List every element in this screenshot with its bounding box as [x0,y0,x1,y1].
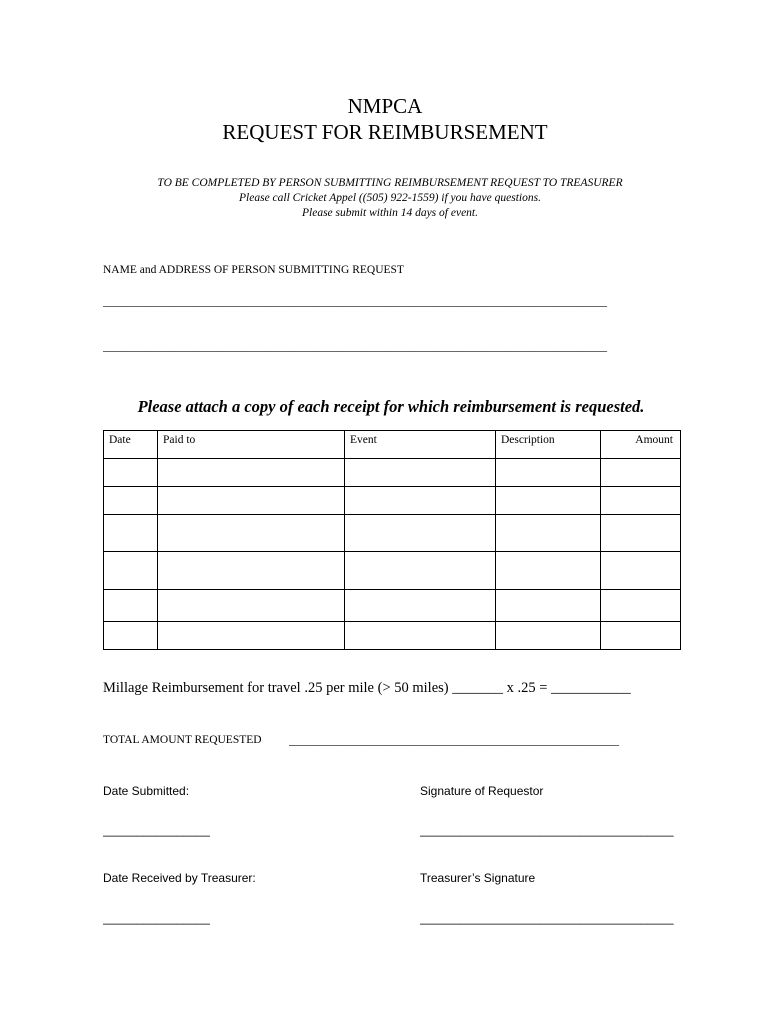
cell-event[interactable] [345,459,496,487]
total-amount-label: TOTAL AMOUNT REQUESTED [103,734,262,746]
table-row [104,487,681,515]
cell-paid-to[interactable] [158,622,345,650]
table-row [104,515,681,552]
cell-amount[interactable] [601,590,681,622]
date-submitted-field[interactable]: ________________ [103,823,210,837]
cell-description[interactable] [496,515,601,552]
cell-description[interactable] [496,487,601,515]
table-row [104,590,681,622]
cell-description[interactable] [496,459,601,487]
cell-amount[interactable] [601,459,681,487]
cell-event[interactable] [345,552,496,590]
table-row [104,459,681,487]
date-submitted-label: Date Submitted: [103,784,190,798]
cell-date[interactable] [104,590,158,622]
cell-date[interactable] [104,459,158,487]
millage-reimbursement-line[interactable]: Millage Reimbursement for travel .25 per mile (> 50 miles) _______ x .25 = ___________ [103,680,631,696]
treasurer-signature-field[interactable]: ______________________________________ [420,911,674,925]
instruction-line-1: TO BE COMPLETED BY PERSON SUBMITTING REIMBURSEMENT REQUEST TO TREASURER [157,177,623,189]
cell-date[interactable] [104,622,158,650]
cell-event[interactable] [345,515,496,552]
cell-event[interactable] [345,487,496,515]
table-header-row [104,431,681,459]
table-row [104,622,681,650]
date-received-label: Date Received by Treasurer: [103,871,256,885]
cell-date[interactable] [104,552,158,590]
cell-paid-to[interactable] [158,487,345,515]
cell-date[interactable] [104,515,158,552]
cell-description[interactable] [496,590,601,622]
cell-event[interactable] [345,590,496,622]
receipts-table [103,430,681,650]
cell-description[interactable] [496,622,601,650]
total-amount-field[interactable]: _______________________________________________________ [289,733,619,747]
column-header-date: Date [104,431,158,459]
name-address-field-1[interactable]: ____________________________________________________________________________________ [103,294,607,308]
table-row [104,552,681,590]
cell-amount[interactable] [601,622,681,650]
instruction-line-3: Please submit within 14 days of event. [302,207,478,219]
requestor-signature-label: Signature of Requestor [420,784,544,798]
cell-paid-to[interactable] [158,459,345,487]
org-name: NMPCA [347,94,423,118]
cell-amount[interactable] [601,552,681,590]
column-header-event: Event [345,431,496,459]
cell-paid-to[interactable] [158,515,345,552]
cell-paid-to[interactable] [158,552,345,590]
column-header-amount: Amount [601,431,681,459]
treasurer-signature-label: Treasurer’s Signature [420,871,536,885]
cell-description[interactable] [496,552,601,590]
instruction-line-2: Please call Cricket Appel ((505) 922-1559) if you have questions. [239,192,541,204]
column-header-description: Description [496,431,601,459]
attach-receipts-notice: Please attach a copy of each receipt for which reimbursement is requested. [137,397,645,416]
name-address-field-2[interactable]: ____________________________________________________________________________________ [103,339,607,353]
cell-amount[interactable] [601,515,681,552]
cell-date[interactable] [104,487,158,515]
date-received-field[interactable]: ________________ [103,911,210,925]
cell-event[interactable] [345,622,496,650]
requestor-signature-field[interactable]: ______________________________________ [420,823,674,837]
cell-paid-to[interactable] [158,590,345,622]
column-header-paid-to: Paid to [158,431,345,459]
form-title: REQUEST FOR REIMBURSEMENT [222,120,548,144]
name-address-label: NAME and ADDRESS OF PERSON SUBMITTING REQUEST [103,264,404,276]
cell-amount[interactable] [601,487,681,515]
